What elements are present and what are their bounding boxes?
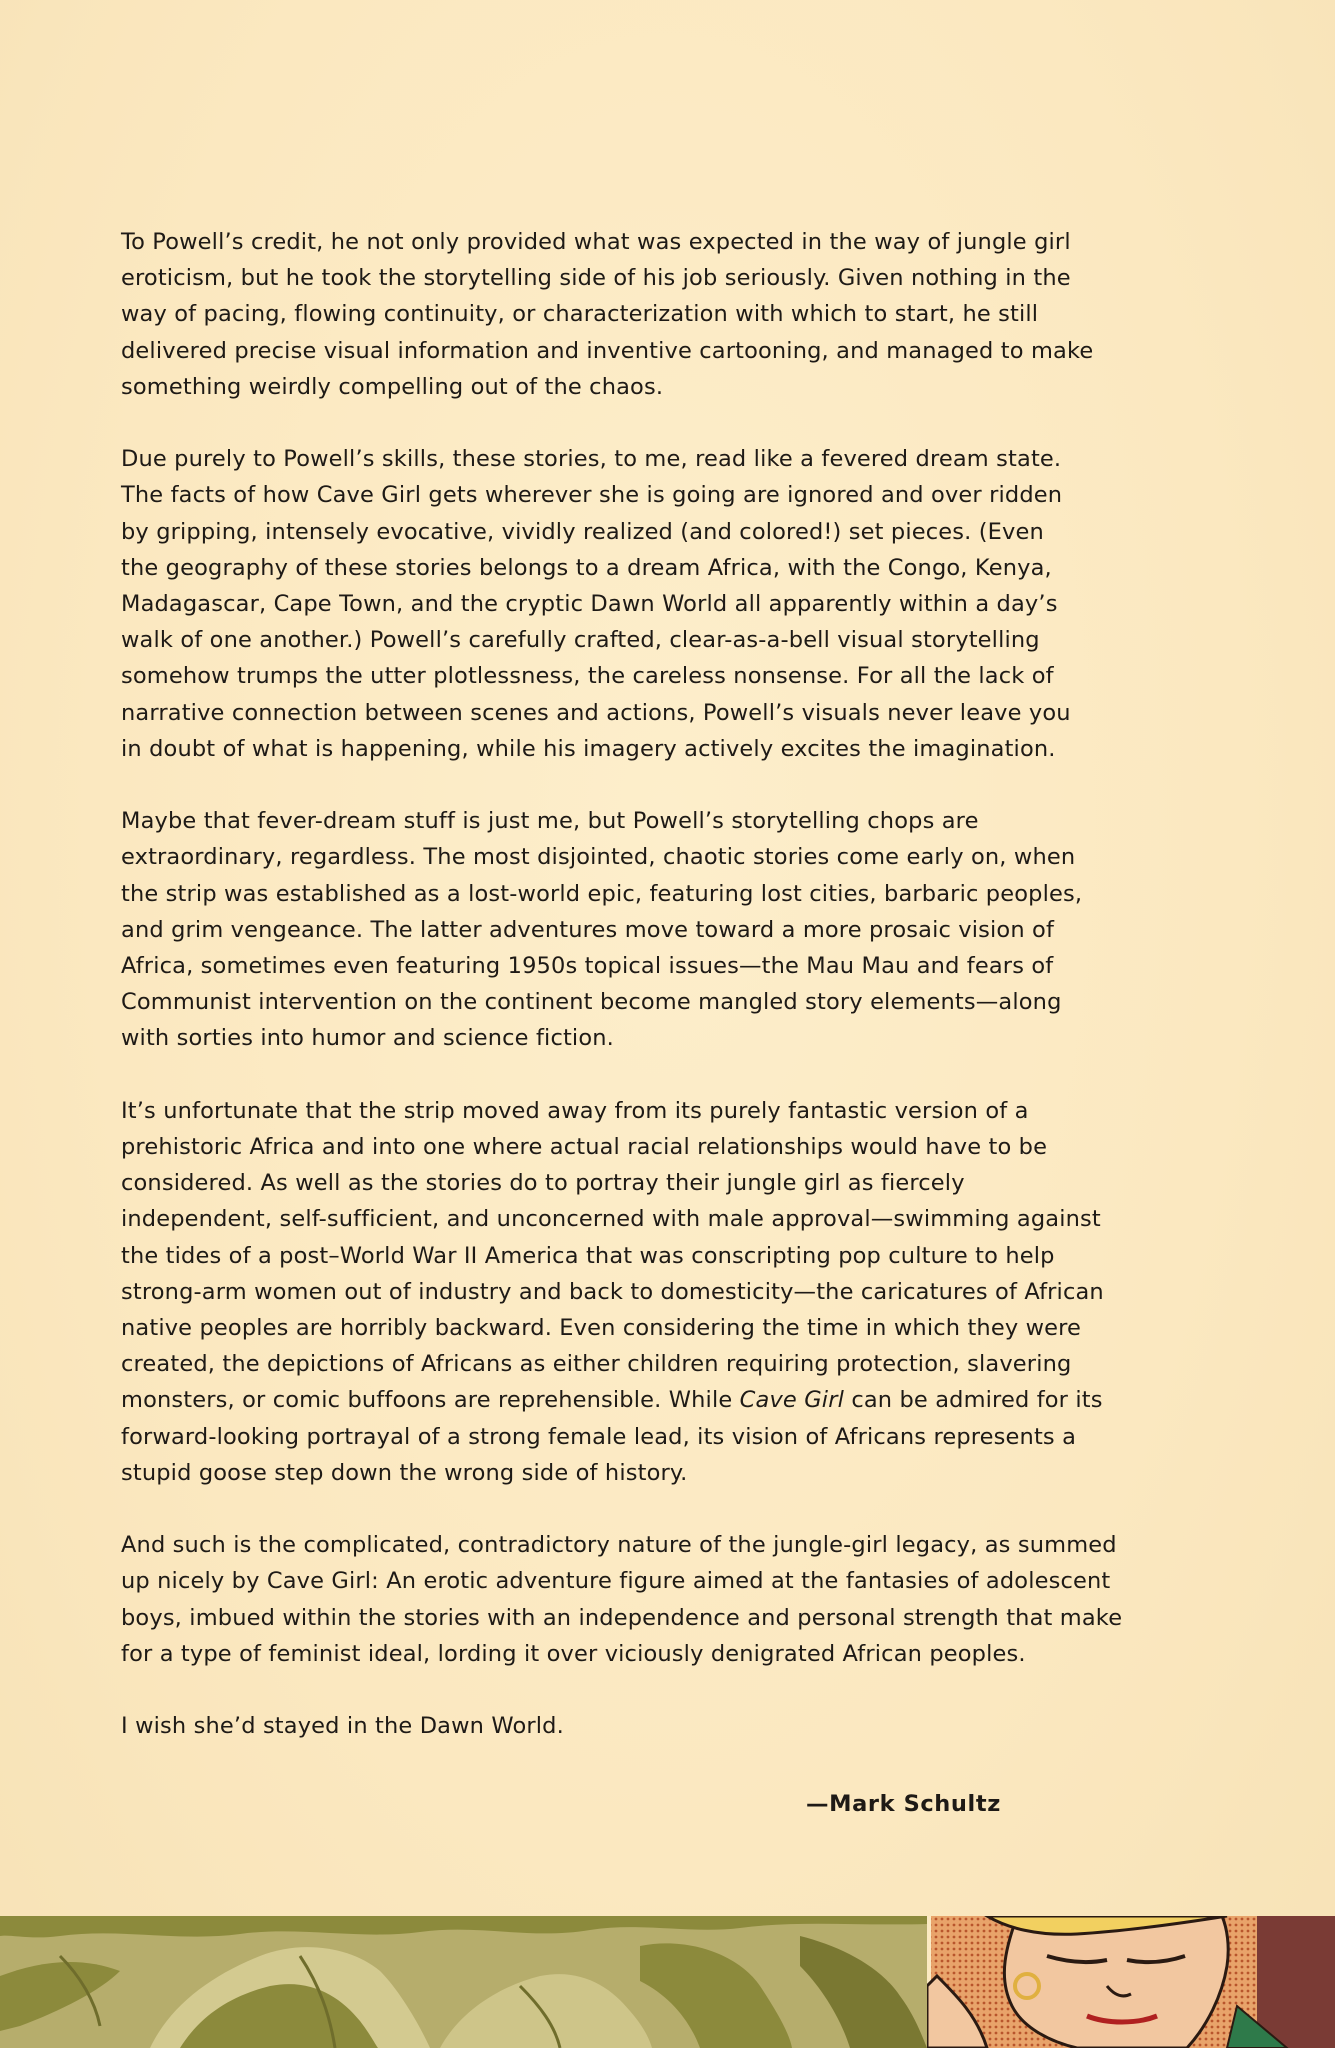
text-line: native peoples are horribly backward. Even considering the time in which they were bbox=[121, 1315, 1082, 1342]
text-line: somehow trumps the utter plotlessness, the careless nonsense. For all the lack of bbox=[121, 663, 1054, 690]
paragraph-6 bbox=[121, 1708, 1221, 1744]
text-line: Maybe that fever-dream stuff is just me, but Powell’s storytelling chops are bbox=[121, 808, 979, 835]
text-line: in doubt of what is happening, while his imagery actively excites the imagination. bbox=[121, 735, 1056, 762]
text-line: The facts of how Cave Girl gets wherever she is going are ignored and over ridden bbox=[121, 482, 1063, 509]
author-signature: —Mark Schultz bbox=[806, 1791, 1001, 1817]
text-line: strong-arm women out of industry and back to domesticity—the caricatures of African bbox=[121, 1278, 1104, 1305]
text-line: prehistoric Africa and into one where actual racial relationships would have to be bbox=[121, 1134, 1048, 1161]
book-title: Cave Girl bbox=[739, 1387, 845, 1414]
text-line: I wish she’d stayed in the Dawn World. bbox=[121, 1713, 564, 1740]
text-line: Due purely to Powell’s skills, these stories, to me, read like a fevered dream state. bbox=[121, 446, 1062, 473]
text-line: with sorties into humor and science fiction. bbox=[121, 1025, 614, 1052]
jungle-foliage-illustration bbox=[0, 1916, 927, 2048]
text-line: To Powell’s credit, he not only provided what was expected in the way of jungle girl bbox=[121, 229, 1071, 255]
text-line: the strip was established as a lost-world epic, featuring lost cities, barbaric peoples, bbox=[121, 880, 1083, 907]
text-line: something weirdly compelling out of the chaos. bbox=[121, 373, 664, 400]
text-line: for a type of feminist ideal, lording it over viciously denigrated African peoples. bbox=[121, 1640, 1026, 1667]
text-line: Madagascar, Cape Town, and the cryptic Dawn World all apparently within a day’s bbox=[121, 591, 1058, 618]
text-line: eroticism, but he took the storytelling side of his job seriously. Given nothing in the bbox=[121, 265, 1071, 292]
text-line: forward-looking portrayal of a strong female lead, its vision of Africans represents a bbox=[121, 1423, 1077, 1450]
paragraph-1 bbox=[121, 224, 1221, 405]
text-line: delivered precise visual information and inventive cartooning, and managed to make bbox=[121, 337, 1094, 364]
text-line: way of pacing, flowing continuity, or characterization with which to start, he still bbox=[121, 301, 1039, 328]
paragraph-5 bbox=[121, 1527, 1221, 1672]
text-line: narrative connection between scenes and actions, Powell’s visuals never leave you bbox=[121, 699, 1071, 726]
text-line: walk of one another.) Powell’s carefully crafted, clear-as-a-bell visual storytelling bbox=[121, 627, 1040, 654]
text-line: boys, imbued within the stories with an independence and personal strength that make bbox=[121, 1604, 1123, 1631]
text-line: the tides of a post–World War II America that was conscripting pop culture to help bbox=[121, 1242, 1055, 1269]
text-line: Communist intervention on the continent become mangled story elements—along bbox=[121, 989, 1062, 1016]
text-line: independent, self-sufficient, and unconcerned with male approval—swimming against bbox=[121, 1206, 1101, 1233]
text-line: It’s unfortunate that the strip moved away from its purely fantastic version of a bbox=[121, 1097, 1029, 1124]
text-segment: can be admired for its bbox=[844, 1387, 1103, 1414]
paragraph-4 bbox=[121, 1093, 1221, 1491]
cave-girl-comic-panel bbox=[927, 1916, 1335, 2048]
text-line: by gripping, intensely evocative, vividly realized (and colored!) set pieces. (Even bbox=[121, 518, 1044, 545]
bottom-illustration-band bbox=[0, 1916, 1335, 2048]
text-line: Africa, sometimes even featuring 1950s topical issues—the Mau Mau and fears of bbox=[121, 953, 1054, 980]
text-line: up nicely by Cave Girl: An erotic adventure figure aimed at the fantasies of adolescent bbox=[121, 1568, 1111, 1595]
text-line-with-title bbox=[121, 1382, 1221, 1418]
text-line: and grim vengeance. The latter adventures move toward a more prosaic vision of bbox=[121, 916, 1055, 943]
text-line: stupid goose step down the wrong side of history. bbox=[121, 1459, 688, 1486]
essay-body bbox=[121, 224, 1221, 1781]
text-line: created, the depictions of Africans as either children requiring protection, slavering bbox=[121, 1351, 1072, 1378]
text-line: considered. As well as the stories do to portray their jungle girl as fiercely bbox=[121, 1170, 965, 1197]
text-line: extraordinary, regardless. The most disjointed, chaotic stories come early on, when bbox=[121, 844, 1076, 871]
text-segment: monsters, or comic buffoons are reprehensible. While bbox=[121, 1387, 740, 1414]
paragraph-2 bbox=[121, 441, 1221, 767]
text-line: the geography of these stories belongs to a dream Africa, with the Congo, Kenya, bbox=[121, 554, 1052, 581]
paragraph-3 bbox=[121, 803, 1221, 1056]
text-line: And such is the complicated, contradictory nature of the jungle-girl legacy, as summed bbox=[121, 1532, 1117, 1559]
